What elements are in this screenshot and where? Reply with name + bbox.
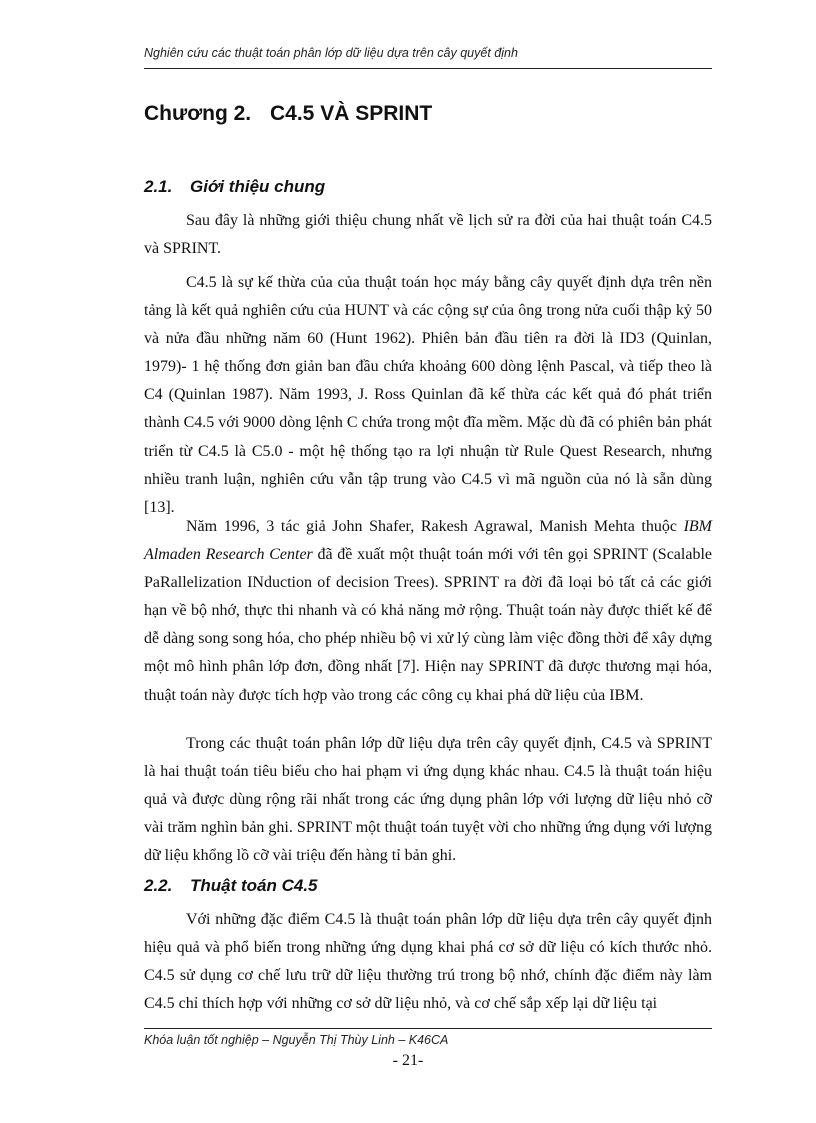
chapter-name: C4.5 VÀ SPRINT [270, 102, 433, 125]
header-divider [144, 68, 712, 69]
paragraph-intro: Sau đây là những giới thiệu chung nhất về lịch sử ra đời của hai thuật toán C4.5 và SPRINT. [144, 212, 712, 258]
paragraph-text: đã đề xuất một thuật toán mới với tên gọi SPRINT (Scalable PaRallelization INduction of decision Trees). SPRINT ra đời đã loại bỏ tất cả các giới hạn về bộ nhớ, thực thi nhanh và có khả năng mở rộng. Thuật toán này được thiết kế để dễ dàng song song hóa, cho phép nhiều bộ vi xử lý cùng làm việc đồng thời để xây dựng một mô hình phân lớp đơn, đồng nhất [7]. Hiện nay SPRINT đã được thương mại hóa, thuật toán này được tích hợp vào trong các công cụ khai phá dữ liệu của IBM. [144, 546, 712, 704]
section-title: Giới thiệu chung [190, 177, 326, 196]
paragraph-c45-overview: Với những đặc điểm C4.5 là thuật toán phân lớp dữ liệu dựa trên cây quyết định hiệu quả và phổ biến trong những ứng dụng khai phá cơ sở dữ liệu có kích thước nhỏ. C4.5 sử dụng cơ chế lưu trữ dữ liệu thường trú trong bộ nhớ, chính đặc điểm này làm C4.5 chỉ thích hợp với những cơ sở dữ liệu nhỏ, và cơ chế sắp xếp lại dữ liệu tại [144, 911, 712, 1013]
section-title: Thuật toán C4.5 [190, 876, 318, 895]
emphasis-text: IBM Almaden Research Center [144, 518, 712, 564]
chapter-number: Chương 2. [144, 102, 252, 125]
running-header: Nghiên cứu các thuật toán phân lớp dữ liệu dựa trên cây quyết định [144, 46, 518, 60]
running-footer: Khóa luận tốt nghiệp – Nguyễn Thị Thùy Linh – K46CA [144, 1033, 449, 1047]
section-number: 2.1. [144, 177, 173, 196]
section-heading-2-2 [144, 876, 712, 896]
footer-divider [144, 1028, 712, 1029]
section-heading-2-1 [144, 177, 712, 197]
section-number: 2.2. [144, 876, 173, 895]
paragraph-c45-history: C4.5 là sự kế thừa của của thuật toán học máy bằng cây quyết định dựa trên nền tảng là kết quả nghiên cứu của HUNT và các cộng sự của ông trong nửa cuối thập kỷ 50 và nửa đầu những năm 60 (Hunt 1962). Phiên bản đầu tiên ra đời là ID3 (Quinlan, 1979)- 1 hệ thống đơn giản ban đầu chứa khoảng 600 dòng lệnh Pascal, và tiếp theo là C4 (Quinlan 1987). Năm 1993, J. Ross Quinlan đã kế thừa các kết quả đó phát triển thành C4.5 với 9000 dòng lệnh C chứa trong một đĩa mềm. Mặc dù đã có phiên bản phát triển từ C4.5 là C5.0 - một hệ thống tạo ra lợi nhuận từ Rule Quest Research, nhưng nhiều tranh luận, nghiên cứu vẫn tập trung vào C4.5 vì mã nguồn của nó là sẵn dùng [13]. [144, 274, 712, 516]
paragraph-comparison: Trong các thuật toán phân lớp dữ liệu dựa trên cây quyết định, C4.5 và SPRINT là hai thuật toán tiêu biểu cho hai phạm vi ứng dụng khác nhau. C4.5 là thuật toán hiệu quả và được dùng rộng rãi nhất trong các ứng dụng phân lớp với lượng dữ liệu nhỏ cỡ vài trăm nghìn bản ghi. SPRINT một thuật toán tuyệt vời cho những ứng dụng với lượng dữ liệu khổng lồ cỡ vài triệu đến hàng tỉ bản ghi. [144, 735, 712, 865]
chapter-title [144, 102, 712, 126]
paragraph-text: Năm 1996, 3 tác giả John Shafer, Rakesh Agrawal, Manish Mehta thuộc [186, 518, 684, 535]
page-number: - 21- [392, 1052, 424, 1069]
paragraph-sprint-history [144, 513, 712, 710]
